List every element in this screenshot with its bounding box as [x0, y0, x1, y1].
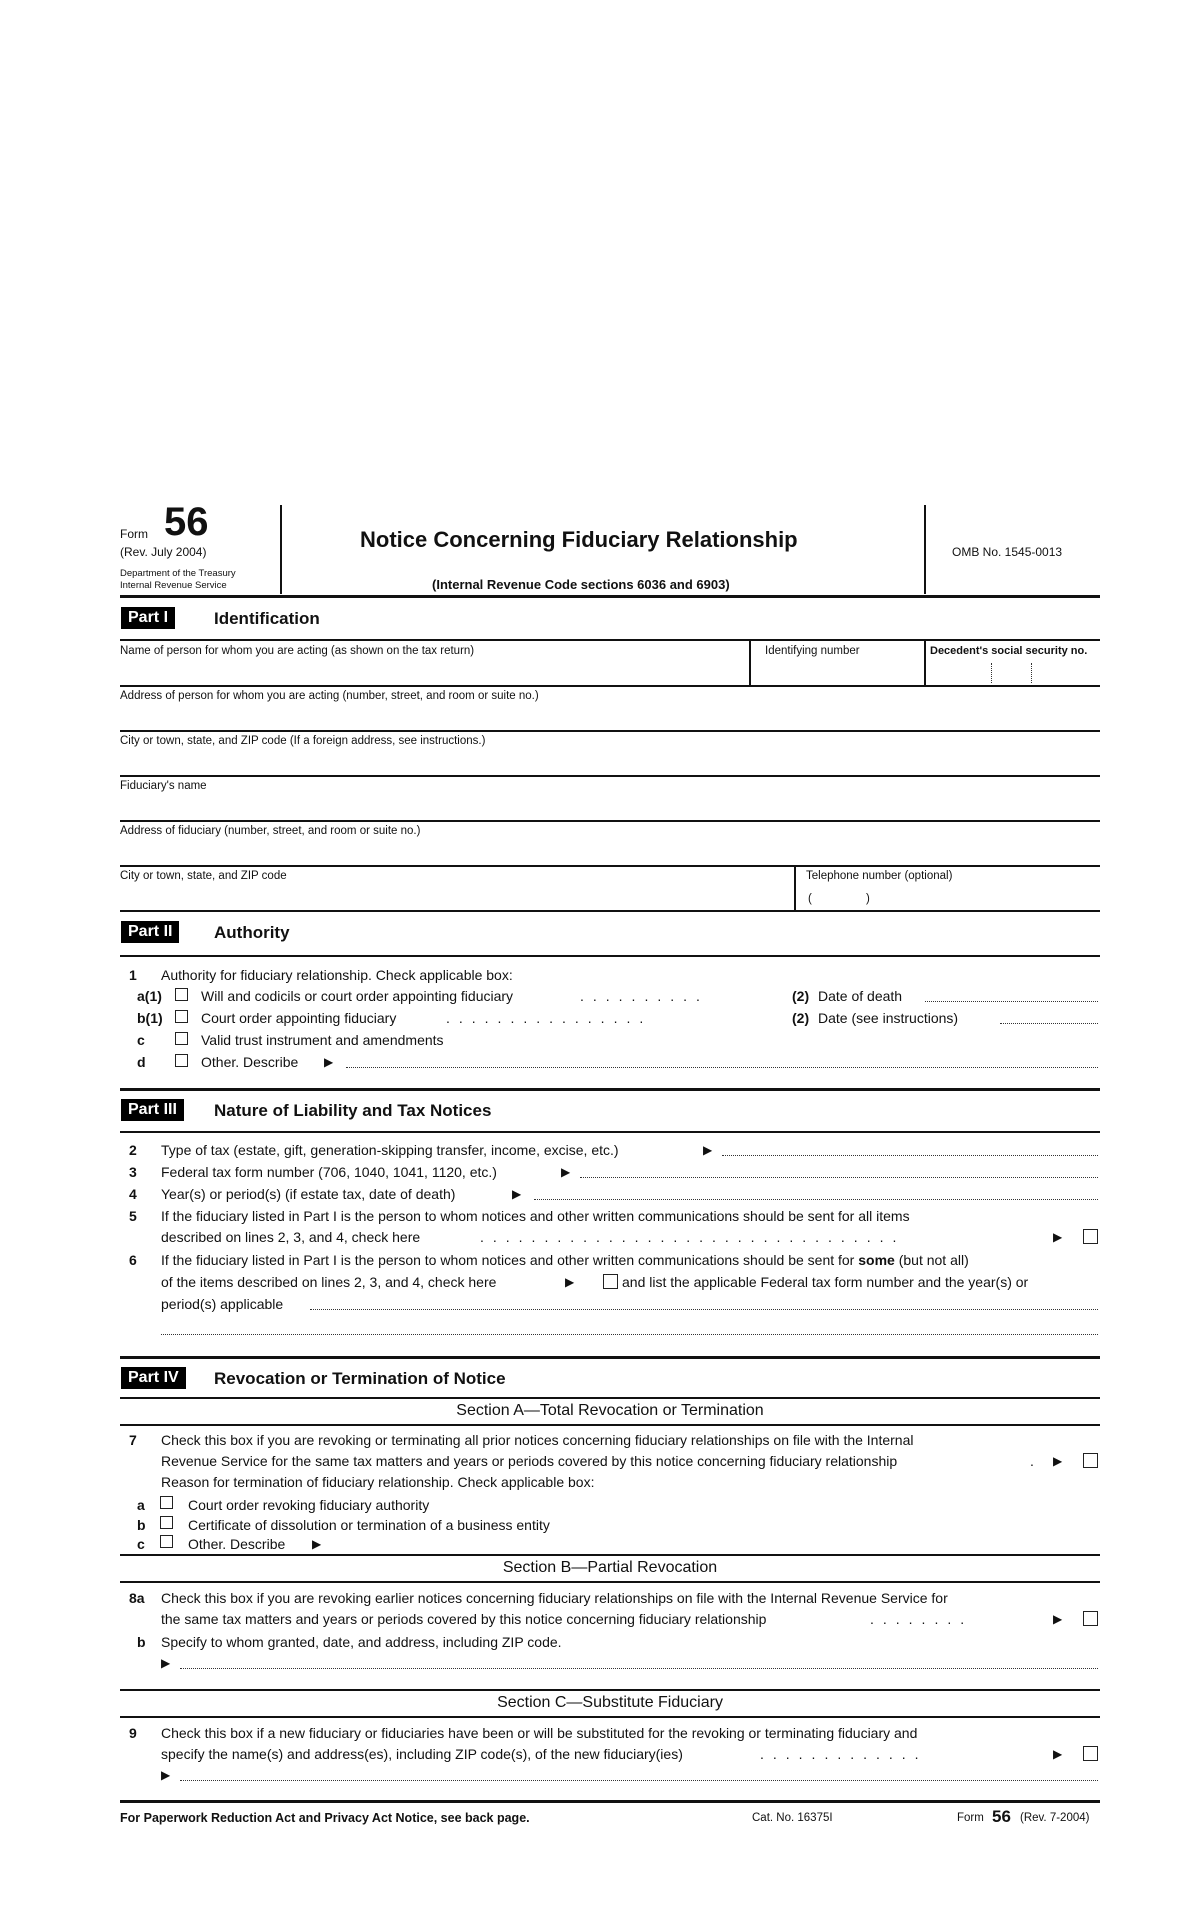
form-number: 56 [164, 500, 209, 544]
dot-leader: ................ [446, 1010, 653, 1026]
line-1c-label: c [137, 1032, 145, 1048]
line-1b2-label: (2) [792, 1010, 810, 1026]
line-7-text: Check this box if you are revoking or terminating all prior notices concerning fiduciary relationships on file with the Internal [161, 1432, 914, 1448]
line-2-number: 2 [129, 1142, 137, 1158]
other-authority-checkbox[interactable] [175, 1054, 188, 1067]
line-1b-text: Court order appointing fiduciary [201, 1010, 397, 1026]
line-8b-text: Specify to whom granted, date, and address, including ZIP code. [161, 1634, 562, 1650]
row-rule [120, 865, 1100, 867]
arrow-icon: ▶ [512, 1187, 522, 1201]
part1-badge: Part I [121, 607, 175, 629]
granted-to-field[interactable] [180, 1668, 1098, 1669]
address-label: Address of person for whom you are acting (number, street, and room or suite no.) [120, 690, 539, 702]
revision-date: (Rev. July 2004) [120, 545, 207, 559]
date-label: Date (see instructions) [818, 1010, 959, 1026]
footer-form-word: Form [957, 1812, 984, 1824]
dot-leader: .......... [580, 988, 709, 1004]
form-word: Form [120, 527, 148, 541]
dot-leader: ................................. [480, 1229, 906, 1245]
line-9-number: 9 [129, 1725, 137, 1741]
section-a-heading: Section A—Total Revocation or Termination [456, 1402, 764, 1419]
arrow-icon: ▶ [703, 1143, 713, 1157]
court-order-revoking-checkbox[interactable] [160, 1496, 173, 1509]
form-subtitle: (Internal Revenue Code sections 6036 and 6903) [432, 577, 730, 592]
part-rule [120, 1088, 1100, 1091]
footer-rule [120, 1800, 1100, 1803]
line-6-text-cont2: and list the applicable Federal tax form number and the year(s) or [622, 1274, 1029, 1290]
part2-badge: Part II [121, 921, 179, 943]
total-revocation-checkbox[interactable] [1083, 1453, 1098, 1468]
footer-revision: (Rev. 7-2004) [1020, 1812, 1090, 1824]
agency-line: Internal Revenue Service [120, 580, 227, 591]
arrow-icon: ▶ [561, 1165, 571, 1179]
ssn-separator-1 [991, 663, 992, 683]
arrow-icon: ▶ [1053, 1747, 1063, 1761]
line-6-text-cont3: period(s) applicable [161, 1296, 284, 1312]
line-8a-text: Check this box if you are revoking earlier notices concerning fiduciary relationships on file with the Internal Revenue Service for [161, 1590, 948, 1606]
footer-form-number: 56 [992, 1807, 1011, 1826]
city-field[interactable] [120, 749, 1100, 773]
part2-title: Authority [214, 923, 290, 942]
line-1d-text: Other. Describe [201, 1054, 299, 1070]
id-label: Identifying number [765, 645, 860, 657]
ssn-label: Decedent's social security no. [930, 645, 1088, 657]
fiduciary-city-field[interactable] [120, 884, 790, 908]
line-7a-label: a [137, 1497, 145, 1513]
line-6-text [161, 1252, 969, 1268]
line-1a2-label: (2) [792, 988, 810, 1004]
header-rule [120, 595, 1100, 598]
partial-revocation-checkbox[interactable] [1083, 1611, 1098, 1626]
dot-leader: ............. [760, 1746, 928, 1762]
line-7b-label: b [137, 1517, 146, 1533]
line-7c-text: Other. Describe [188, 1536, 286, 1552]
line-8a-number: 8a [129, 1590, 145, 1606]
fiduciary-address-label: Address of fiduciary (number, street, and room or suite no.) [120, 825, 421, 837]
arrow-icon: ▶ [565, 1275, 575, 1289]
line-2-text: Type of tax (estate, gift, generation-skipping transfer, income, excise, etc.) [161, 1142, 619, 1158]
phone-open-paren: ( [808, 893, 812, 905]
line-5-number: 5 [129, 1208, 137, 1224]
line-6-number: 6 [129, 1252, 137, 1268]
court-order-checkbox[interactable] [175, 1010, 188, 1023]
section-rule [120, 1554, 1100, 1556]
date-of-death-field[interactable] [925, 1001, 1098, 1002]
fiduciary-name-field[interactable] [120, 794, 1100, 818]
periods-applicable-field-line2[interactable] [161, 1334, 1098, 1335]
paperwork-notice: For Paperwork Reduction Act and Privacy Act Notice, see back page. [120, 1811, 530, 1825]
other-describe-field[interactable] [346, 1067, 1098, 1068]
phone-close-paren: ) [866, 893, 870, 905]
line-6-text-c: (but not all) [894, 1252, 969, 1268]
section-rule [120, 1581, 1100, 1583]
section-c-heading: Section C—Substitute Fiduciary [497, 1694, 723, 1711]
dot-leader: . [1030, 1453, 1034, 1469]
line-7a-text: Court order revoking fiduciary authority [188, 1497, 430, 1513]
line-8a-text-cont: the same tax matters and years or periods covered by this notice concerning fiduciary relationship [161, 1611, 767, 1627]
line-7-number: 7 [129, 1432, 137, 1448]
date-field[interactable] [1000, 1023, 1098, 1024]
line-7c-label: c [137, 1536, 145, 1552]
part4-rule [120, 1397, 1100, 1399]
header-divider-left [280, 505, 282, 594]
header-divider-right [924, 505, 926, 594]
line-6-text-some: some [858, 1252, 895, 1268]
name-label: Name of person for whom you are acting (as shown on the tax return) [120, 645, 475, 657]
part3-rule [120, 1131, 1100, 1133]
department-line: Department of the Treasury [120, 568, 236, 579]
phone-label: Telephone number (optional) [806, 870, 953, 882]
phone-divider [794, 866, 796, 910]
line-9-text-cont: specify the name(s) and address(es), including ZIP code(s), of the new fiduciary(ies) [161, 1746, 683, 1762]
part3-badge: Part III [121, 1099, 184, 1121]
line-1-number: 1 [129, 967, 137, 983]
line-6-text-cont: of the items described on lines 2, 3, and 4, check here [161, 1274, 497, 1290]
line-9-text: Check this box if a new fiduciary or fiduciaries have been or will be substituted for the revoking or terminating fiduciary and [161, 1725, 918, 1741]
periods-applicable-field[interactable] [310, 1309, 1098, 1310]
all-items-checkbox[interactable] [1083, 1229, 1098, 1244]
ssn-divider [924, 640, 926, 685]
line-1a-text: Will and codicils or court order appointing fiduciary [201, 988, 514, 1004]
section-rule [120, 1689, 1100, 1691]
trust-instrument-checkbox[interactable] [175, 1032, 188, 1045]
will-codicils-checkbox[interactable] [175, 988, 188, 1001]
part-rule [120, 1356, 1100, 1359]
identifying-number-field[interactable] [752, 658, 922, 684]
date-of-death-label: Date of death [818, 988, 903, 1004]
catalog-number: Cat. No. 16375I [752, 1812, 833, 1824]
section-b-heading: Section B—Partial Revocation [502, 1559, 718, 1576]
line-1b-label: b(1) [137, 1010, 163, 1026]
ssn-separator-2 [1031, 663, 1032, 683]
tax-year-field[interactable] [534, 1199, 1098, 1200]
ssn-field[interactable] [928, 658, 1098, 684]
part3-title: Nature of Liability and Tax Notices [214, 1101, 492, 1120]
dot-leader: ........ [870, 1611, 974, 1627]
fiduciary-name-label: Fiduciary's name [120, 780, 207, 792]
line-5-text-cont: described on lines 2, 3, and 4, check here [161, 1229, 421, 1245]
tax-form-number-field[interactable] [580, 1177, 1098, 1178]
arrow-icon: ▶ [161, 1656, 171, 1670]
row-rule [120, 730, 1100, 732]
name-field[interactable] [120, 658, 748, 684]
part1-title: Identification [214, 609, 320, 628]
section-rule [120, 1716, 1100, 1718]
fiduciary-address-field[interactable] [120, 839, 1100, 863]
fiduciary-city-label: City or town, state, and ZIP code [120, 870, 287, 882]
form-title: Notice Concerning Fiduciary Relationship [360, 527, 798, 552]
line-3-number: 3 [129, 1164, 137, 1180]
line-3-text: Federal tax form number (706, 1040, 1041, 1120, etc.) [161, 1164, 497, 1180]
part1-rule [120, 639, 1100, 641]
part2-rule [120, 955, 1100, 957]
row-rule [120, 820, 1100, 822]
id-divider [749, 640, 751, 685]
new-fiduciary-field[interactable] [180, 1780, 1098, 1781]
phone-field[interactable] [820, 886, 1098, 908]
other-reason-checkbox[interactable] [160, 1535, 173, 1548]
line-1a-label: a(1) [137, 988, 162, 1004]
row-rule [120, 685, 1100, 687]
some-items-checkbox[interactable] [603, 1274, 618, 1289]
part4-title: Revocation or Termination of Notice [214, 1369, 506, 1388]
line-8b-number: b [137, 1634, 146, 1650]
address-field[interactable] [120, 704, 1100, 728]
arrow-icon: ▶ [161, 1768, 171, 1782]
line-1c-text: Valid trust instrument and amendments [201, 1032, 444, 1048]
arrow-icon: ▶ [1053, 1230, 1063, 1244]
part-rule [120, 910, 1100, 912]
part4-badge: Part IV [121, 1367, 186, 1389]
arrow-icon: ▶ [1053, 1454, 1063, 1468]
line-7b-text: Certificate of dissolution or termination of a business entity [188, 1517, 550, 1533]
type-of-tax-field[interactable] [722, 1155, 1098, 1156]
line-5-text: If the fiduciary listed in Part I is the person to whom notices and other written communications should be sent for all items [161, 1208, 910, 1224]
line-6-text-a: If the fiduciary listed in Part I is the person to whom notices and other written communications should be sent for [161, 1252, 859, 1268]
line-4-number: 4 [129, 1186, 137, 1202]
line-7-text-cont: Revenue Service for the same tax matters and years or periods covered by this notice concerning fiduciary relationship [161, 1453, 898, 1469]
city-label: City or town, state, and ZIP code (If a foreign address, see instructions.) [120, 735, 486, 747]
line-1d-label: d [137, 1054, 146, 1070]
arrow-icon: ▶ [312, 1537, 322, 1551]
row-rule [120, 775, 1100, 777]
omb-number: OMB No. 1545-0013 [952, 545, 1063, 559]
line-1-text: Authority for fiduciary relationship. Check applicable box: [161, 967, 513, 983]
arrow-icon: ▶ [324, 1055, 334, 1069]
line-7-reason-text: Reason for termination of fiduciary relationship. Check applicable box: [161, 1474, 595, 1490]
substitute-fiduciary-checkbox[interactable] [1083, 1746, 1098, 1761]
certificate-dissolution-checkbox[interactable] [160, 1516, 173, 1529]
section-rule [120, 1424, 1100, 1426]
line-4-text: Year(s) or period(s) (if estate tax, date of death) [161, 1186, 456, 1202]
arrow-icon: ▶ [1053, 1612, 1063, 1626]
